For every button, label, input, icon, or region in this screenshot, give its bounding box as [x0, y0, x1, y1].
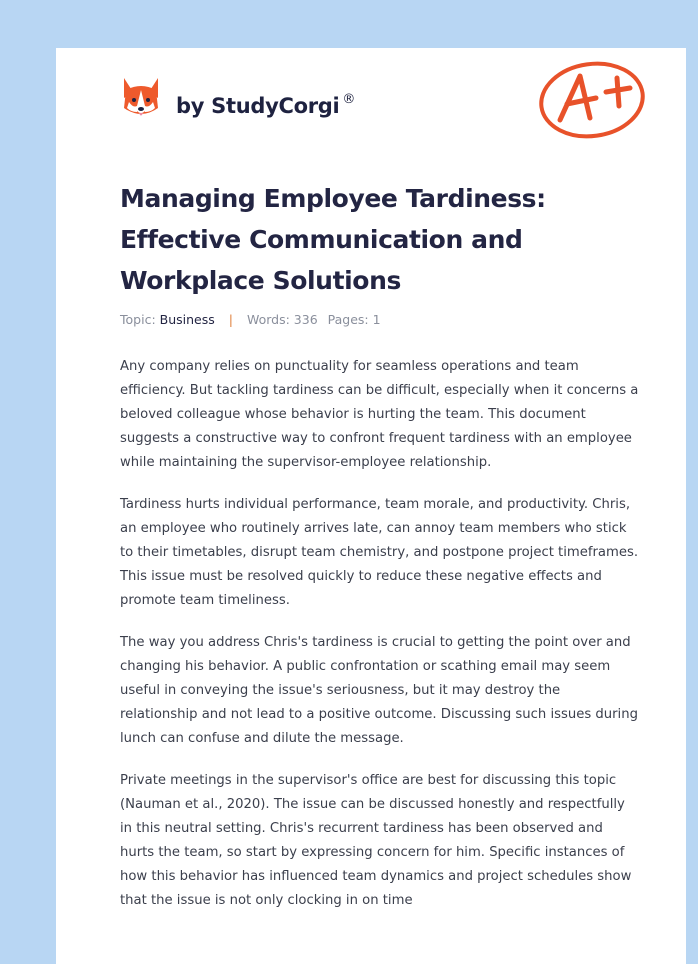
- paragraph: The way you address Chris's tardiness is crucial to getting the point over and changing his behavior. A public confrontation or scathing email may seem useful in conveying the issue's seriousness, but it may destroy the relationship and not lead to a positive outcome. Discussing such issues during lunch can confuse and dilute the message.: [120, 635, 638, 746]
- topic-label: Topic:: [120, 312, 156, 327]
- corgi-logo-icon[interactable]: [120, 76, 162, 120]
- essay-title: Managing Employee Tardiness: Effective Communication and Workplace Solutions: [120, 184, 546, 295]
- a-plus-grade-icon: [536, 56, 648, 142]
- words-count: 336: [293, 312, 318, 327]
- pages-count: 1: [372, 312, 381, 327]
- essay-body: [120, 355, 640, 931]
- paragraph: Any company relies on punctuality for seamless operations and team efficiency. But tackling tardiness can be difficult, especially when it concerns a beloved colleague whose behavior is hurting the team. This document suggests a constructive way to confront frequent tardiness with an employee while maintaining the supervisor-employee relationship.: [120, 359, 639, 470]
- meta-separator: |: [228, 312, 233, 327]
- paragraph: Private meetings in the supervisor's office are best for discussing this topic (Nauman et al., 2020). The issue can be discussed honestly and respectfully in this neutral setting. Chris's recurrent tardiness has been observed and hurts the team, so start by expressing concern for him. Specific instances of how this behavior has influenced team dynamics and project schedules show that the issue is not only clocking in on time: [120, 773, 632, 908]
- registered-mark: ®: [342, 92, 356, 107]
- brand-name[interactable]: by StudyCorgi ®: [176, 92, 356, 118]
- words-label: Words:: [246, 312, 290, 327]
- essay-meta: [120, 312, 381, 327]
- pages-label: Pages:: [327, 312, 369, 327]
- topic-link[interactable]: Business: [159, 312, 215, 327]
- paragraph: Tardiness hurts individual performance, team morale, and productivity. Chris, an employee who routinely arrives late, can annoy team members who stick to their timetables, disrupt team chemistry, and postpone project timeframes. This issue must be resolved quickly to reduce these negative effects and promote team timeliness.: [120, 497, 639, 608]
- document-page: [56, 48, 686, 964]
